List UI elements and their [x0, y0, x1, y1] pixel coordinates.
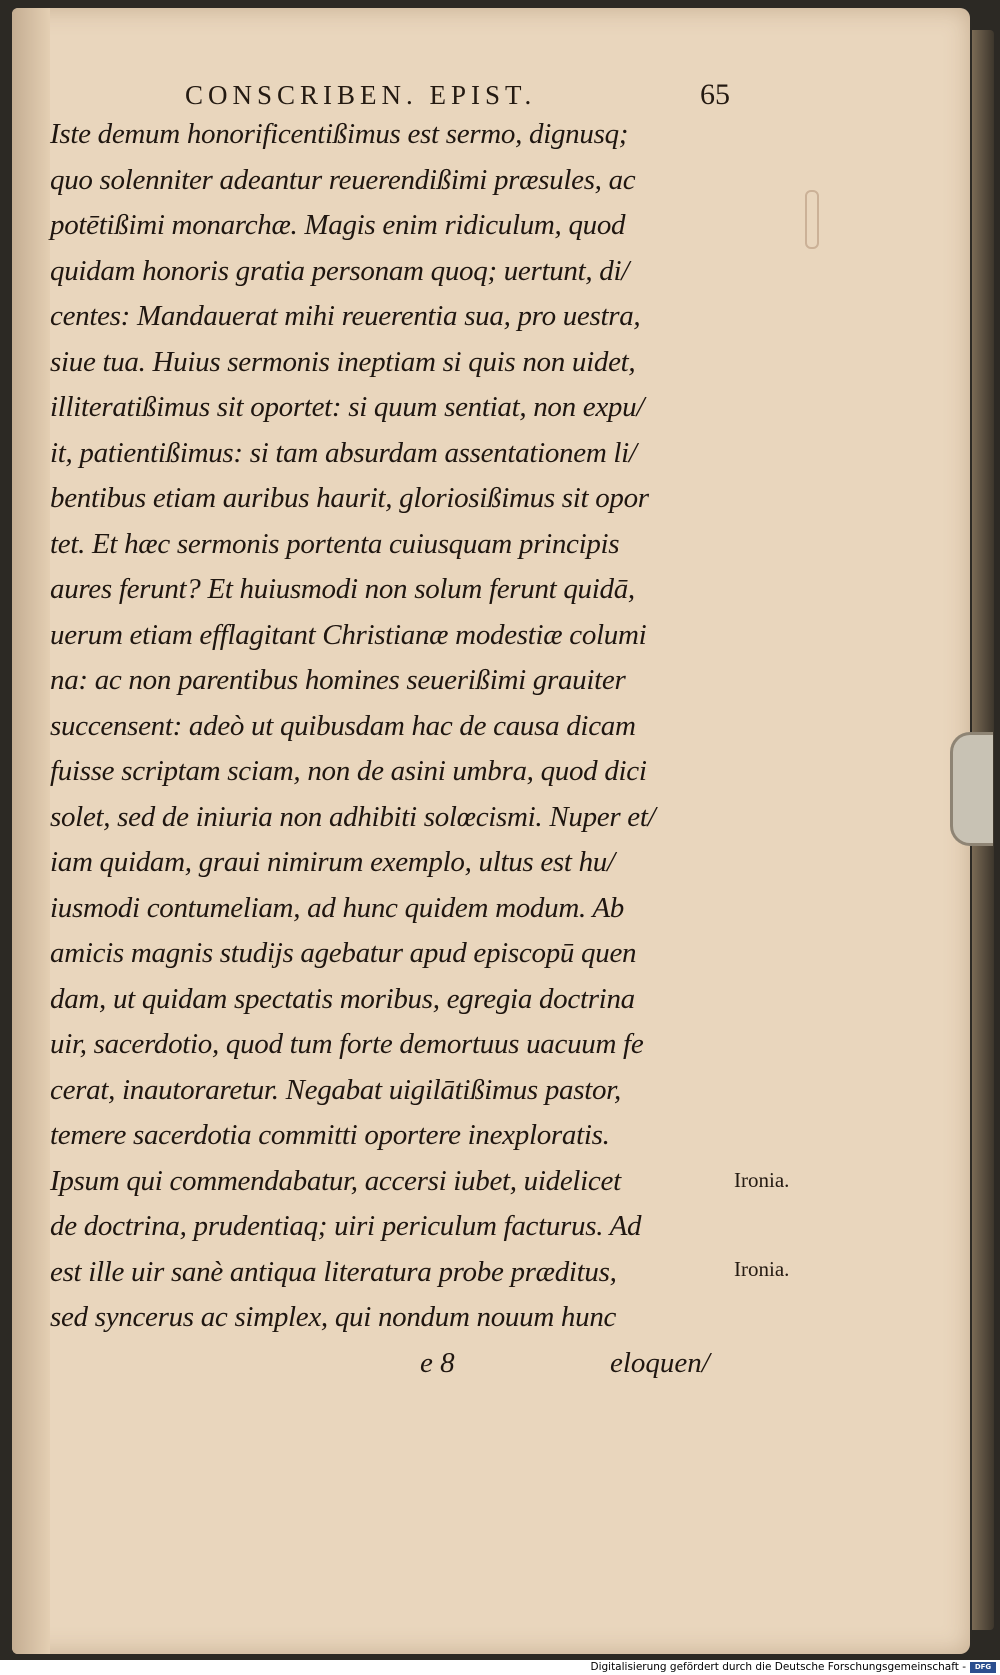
text-line: tet. Et hæc sermonis portenta cuiusquam principis	[50, 527, 620, 560]
text-line: potētißimi monarchæ. Magis enim ridiculum, quod	[50, 209, 626, 241]
text-line: dam, ut quidam spectatis moribus, egregia doctrina	[50, 982, 635, 1015]
funding-credit: Digitalisierung gefördert durch die Deutsche Forschungsgemeinschaft -	[590, 1661, 966, 1673]
text-line: fuisse scriptam sciam, non de asini umbra, quod dici	[50, 755, 647, 787]
margin-note: Ironia.	[734, 1168, 790, 1192]
paper-stain	[805, 190, 819, 249]
folio-number: 65	[700, 78, 730, 111]
text-line: succensent: adeò ut quibusdam hac de causa dicam	[50, 709, 636, 742]
book-clasp	[950, 732, 993, 846]
text-line: illiteratißimus sit oportet: si quum sentiat, non expu/	[50, 391, 645, 423]
text-line: temere sacerdotia committi oportere inexploratis.	[50, 1119, 610, 1151]
signature-mark: e 8	[420, 1347, 455, 1379]
text-line: sed syncerus ac simplex, qui nondum nouum hunc	[50, 1301, 617, 1333]
text-line: centes: Mandauerat mihi reuerentia sua, pro uestra,	[50, 300, 641, 332]
text-line: de doctrina, prudentiaq; uiri periculum facturus. Ad	[50, 1210, 642, 1242]
text-line: uerum etiam efflagitant Christianæ modestiæ columi	[50, 618, 647, 651]
text-line: siue tua. Huius sermonis ineptiam si quis non uidet,	[50, 345, 636, 378]
catchword: eloquen/	[610, 1347, 710, 1379]
book-gutter	[12, 8, 50, 1654]
text-line: aures ferunt? Et huiusmodi non solum ferunt quidā,	[50, 573, 635, 605]
text-line: Iste demum honorificentißimus est sermo, dignusq;	[50, 118, 629, 150]
footer-bar	[0, 1660, 1000, 1675]
text-line: Ipsum qui commendabatur, accersi iubet, uidelicet	[50, 1164, 621, 1197]
running-head: CONSCRIBEN. EPIST.	[185, 80, 537, 110]
text-line: quidam honoris gratia personam quoq; uertunt, di/	[50, 254, 630, 287]
text-line: it, patientißimus: si tam absurdam assentationem li/	[50, 436, 637, 469]
text-line: uir, sacerdotio, quod tum forte demortuus uacuum fe	[50, 1028, 644, 1060]
text-line: iusmodi contumeliam, ad hunc quidem modum. Ab	[50, 891, 624, 924]
text-line: amicis magnis studijs agebatur apud episcopū quen	[50, 937, 637, 969]
body-text	[50, 112, 750, 1341]
text-line: est ille uir sanè antiqua literatura probe præditus,	[50, 1255, 617, 1288]
text-line: iam quidam, graui nimirum exemplo, ultus est hu/	[50, 846, 615, 878]
dfg-logo: DFG	[970, 1662, 996, 1673]
text-line: cerat, inautoraretur. Negabat uigilātißimus pastor,	[50, 1073, 621, 1106]
text-line: bentibus etiam auribus haurit, gloriosißimus sit opor	[50, 482, 649, 514]
margin-note: Ironia.	[734, 1257, 790, 1281]
text-line: na: ac non parentibus homines seuerißimi grauiter	[50, 664, 626, 696]
text-line: quo solenniter adeantur reuerendißimi præsules, ac	[50, 163, 636, 196]
text-line: solet, sed de iniuria non adhibiti solœcismi. Nuper et/	[50, 800, 656, 833]
